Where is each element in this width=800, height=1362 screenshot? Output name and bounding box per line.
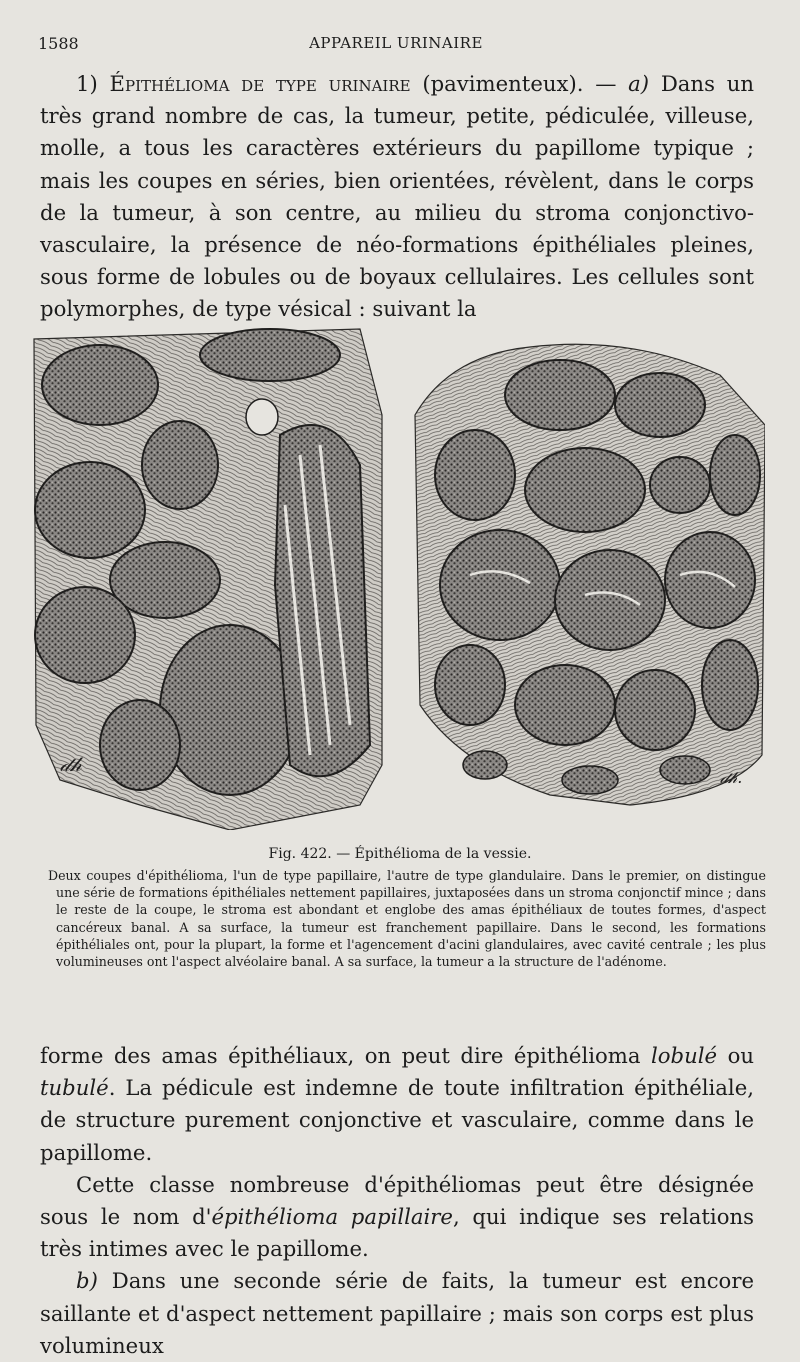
paragraph-text: Dans un très grand nombre de cas, la tumeur, petite, pédiculée, villeuse, molle, a tous les caractères extérieurs du papillome typique ; mais les coupes en séries, bien orientées, révèlent, dans le corps de la tumeur, à son centre, au milieu du stroma conjonctivo-vasculaire, la présence de néo-formations épithéliales pleines, sous forme de lobules ou de boyaux cellulaires. Les cellules sont polymorphes, de type vésical : suivant la (40, 71, 754, 322)
section-heading-suffix: (pavimenteux). — (410, 71, 629, 96)
running-title: APPAREIL URINAIRE (309, 34, 483, 52)
emphasis-tubule: tubulé (40, 1075, 109, 1101)
paragraph-2: Cette classe nombreuse d'épithéliomas peut être désignée sous le nom d'épithélioma papillaire, qui indique ses relations très intimes avec le papillome. (40, 1171, 754, 1262)
micrograph-illustration (30, 325, 765, 830)
subsection-marker: a) (628, 71, 650, 96)
page-header (38, 34, 754, 56)
engraver-signature-right: 𝒹𝒽. (720, 768, 743, 787)
continued-paragraph: forme des amas épithéliaux, on peut dire épithélioma lobulé ou tubulé. La pédicule est indemne de toute infiltration épithéliale, de structure purement conjonctive et vasculaire, comme dans le papillome. (40, 1043, 754, 1165)
bottom-text (40, 1040, 754, 1362)
section-number: 1) (76, 71, 98, 96)
emphasis-epithelioma-papillaire: épithélioma papillaire (211, 1204, 453, 1230)
figure-title: Fig. 422. — Épithélioma de la vessie. (268, 846, 532, 862)
right-section (415, 344, 765, 805)
top-paragraph (40, 68, 754, 326)
section-heading: Épithélioma de type urinaire (109, 71, 411, 96)
paragraph-3: b) Dans une seconde série de faits, la tumeur est encore saillante et d'aspect nettement papillaire ; mais son corps est plus volumineux (40, 1268, 754, 1358)
left-section (34, 329, 382, 830)
emphasis-lobule: lobulé (651, 1043, 718, 1068)
figure-caption: Deux coupes d'épithélioma, l'un de type papillaire, l'autre de type glandulaire. Dans le premier, on distingue une série de formations épithéliales nettement papillaires, juxtaposées dans un stroma conjonctif mince ; dans le reste de la coupe, le stroma est abondant et englobe des amas épithéliaux de toutes formes, d'aspect cancéreux banal. A sa surface, la tumeur est franchement papillaire. Dans le second, les formations épithéliales ont, pour la plupart, la forme et l'agencement d'acini glandulaires, avec cavité centrale ; les plus volumineuses ont l'aspect alvéolaire banal. A sa surface, la tumeur a la structure de l'adénome. (48, 868, 766, 970)
figure-422 (30, 325, 765, 830)
engraver-signature-left: 𝒹𝒽 (60, 752, 82, 776)
subsection-marker-b: b) (76, 1268, 98, 1294)
page-number: 1588 (38, 34, 79, 53)
